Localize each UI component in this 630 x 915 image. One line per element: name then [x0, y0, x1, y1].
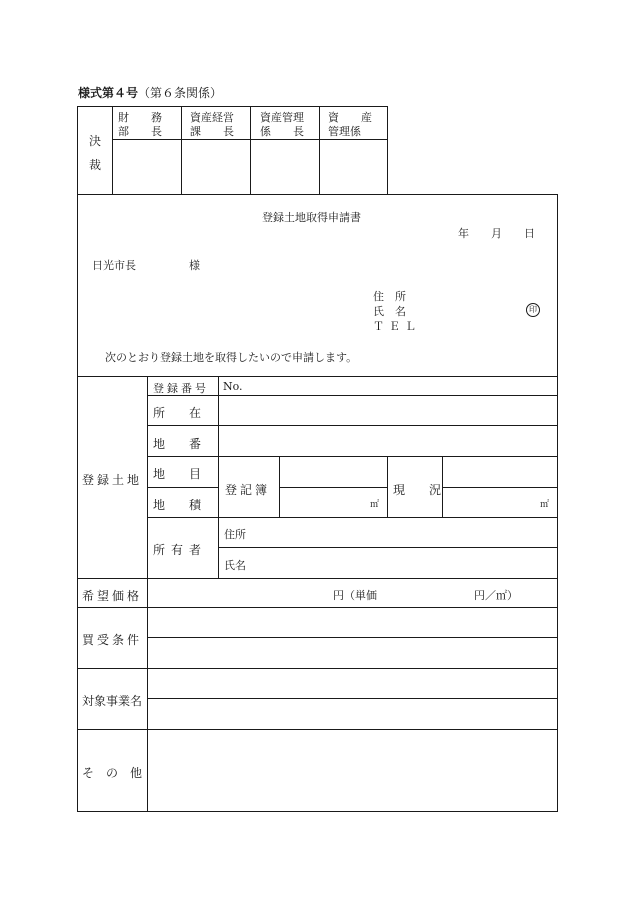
area-unit-registry: ㎡ [370, 500, 380, 510]
owner-name-label: 氏名 [224, 559, 246, 572]
approval-col1-line2: 部 長 [118, 125, 162, 138]
land-area-label: 地 積 [153, 498, 208, 512]
owner-label: 所有者 [153, 543, 208, 557]
addressee: 日光市長 [92, 259, 136, 272]
location-label: 所 在 [153, 406, 208, 420]
date-field: 年 月 日 [458, 227, 535, 240]
land-category-label: 地 目 [153, 467, 208, 481]
reg-number-prefix: No. [223, 380, 243, 393]
lot-number-label: 地 番 [153, 437, 208, 451]
form-number: 様式第４号（第６条関係） [78, 86, 223, 100]
other-label: そ の 他 [82, 766, 143, 780]
request-statement: 次のとおり登録土地を取得したいので申請します。 [105, 351, 358, 364]
form-title: 登録土地取得申請書 [262, 211, 361, 224]
registry-label: 登記簿 [225, 483, 271, 497]
seal-mark: 印 [526, 303, 540, 317]
approval-label-1: 決 [89, 134, 102, 148]
applicant-address-label: 住 所 [373, 290, 406, 303]
price-yen-text: 円（単価 [333, 589, 377, 602]
price-label: 希望価格 [82, 589, 143, 603]
approval-col4-line2: 管理係 [328, 125, 361, 138]
approval-col4-line1: 資 産 [328, 111, 372, 124]
approval-col3-line1: 資産管理 [260, 111, 304, 124]
approval-label-2: 裁 [89, 158, 102, 172]
applicant-tel-label: ＴＥＬ [373, 320, 421, 333]
applicant-name-label: 氏 名 [373, 305, 406, 318]
approval-col3-line2: 係 長 [260, 125, 304, 138]
owner-address-label: 住所 [224, 528, 246, 541]
project-label: 対象事業名 [82, 694, 143, 708]
approval-col2-line2: 課 長 [190, 125, 234, 138]
land-section-label: 登録土地 [82, 473, 143, 487]
approval-col2-line1: 資産経営 [190, 111, 234, 124]
conditions-label: 買受条件 [82, 633, 143, 647]
current-status-label: 現 況 [393, 483, 448, 497]
approval-col1-line1: 財 務 [118, 111, 162, 124]
area-unit-current: ㎡ [540, 500, 550, 510]
reg-number-label: 登録番号 [153, 382, 209, 395]
price-unit-text: 円／㎡） [474, 589, 518, 602]
honorific: 様 [189, 259, 200, 272]
